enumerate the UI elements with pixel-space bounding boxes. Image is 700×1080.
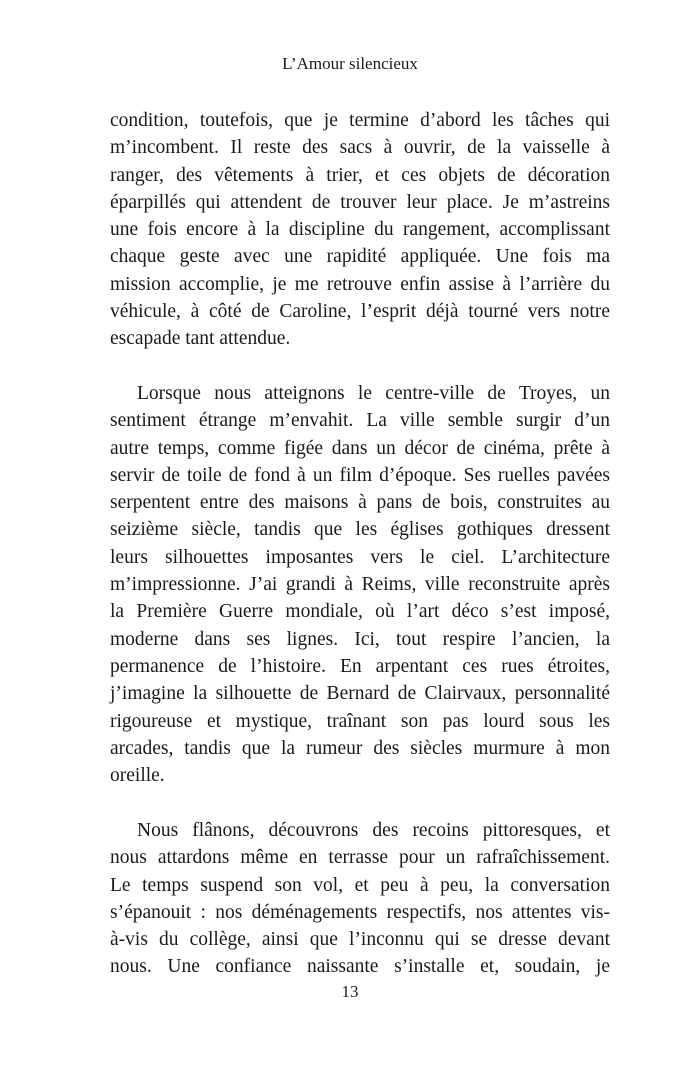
text-line: ranger, des vêtements à trier, et ces objets de décoration <box>110 164 610 186</box>
text-line: la Première Guerre mondiale, où l’art déco s’est imposé, <box>110 601 610 623</box>
text-line: chaque geste avec une rapidité appliquée. Une fois ma <box>110 246 610 268</box>
text-line: oreille. <box>110 765 165 787</box>
text-line: permanence de l’histoire. En arpentant ces rues étroites, <box>110 655 610 677</box>
text-line: une fois encore à la discipline du rangement, accomplissant <box>110 219 610 241</box>
text-line: sentiment étrange m’envahit. La ville semble surgir d’un <box>110 410 610 432</box>
text-line: condition, toutefois, que je termine d’abord les tâches qui <box>110 110 610 131</box>
text-line: serpentent entre des maisons à pans de bois, construites au <box>110 492 610 514</box>
text-line: m’incombent. Il reste des sacs à ouvrir, de la vaisselle à <box>110 137 610 159</box>
text-line: s’épanouit : nos déménagements respectifs, nos attentes vis- <box>110 901 610 923</box>
text-line: m’impressionne. J’ai grandi à Reims, ville reconstruite après <box>110 574 610 596</box>
text-line: Le temps suspend son vol, et peu à peu, la conversation <box>110 874 610 896</box>
paragraph-3 <box>110 817 610 981</box>
text-line: moderne dans ses lignes. Ici, tout respire l’ancien, la <box>110 628 610 650</box>
paragraph-1 <box>110 107 610 353</box>
text-line: nous attardons même en terrasse pour un rafraîchissement. <box>110 847 610 869</box>
paragraph-2 <box>110 380 610 789</box>
text-line: leurs silhouettes imposantes vers le ciel. L’architecture <box>110 546 610 568</box>
text-line: seizième siècle, tandis que les églises gothiques dressent <box>110 519 610 541</box>
text-line: Lorsque nous atteignons le centre-ville de Troyes, un <box>137 383 610 404</box>
page-number: 13 <box>341 982 359 1001</box>
text-line: rigoureuse et mystique, traînant son pas lourd sous les <box>110 710 610 732</box>
text-line: arcades, tandis que la rumeur des siècles murmure à mon <box>110 737 610 759</box>
text-line: éparpillés qui attendent de trouver leur place. Je m’astreins <box>110 191 610 213</box>
text-line: Nous flânons, découvrons des recoins pittoresques, et <box>137 820 610 841</box>
text-line: servir de toile de fond à un film d’époque. Ses ruelles pavées <box>110 464 610 486</box>
text-line: nous. Une confiance naissante s’installe et, soudain, je <box>110 956 610 978</box>
text-line: véhicule, à côté de Caroline, l’esprit déjà tourné vers notre <box>110 301 610 323</box>
text-line: j’imagine la silhouette de Bernard de Clairvaux, personnalité <box>110 683 610 705</box>
text-line: autre temps, comme figée dans un décor de cinéma, prête à <box>110 437 610 459</box>
text-line: escapade tant attendue. <box>110 328 291 350</box>
text-line: à-vis du collège, ainsi que l’inconnu qui se dresse devant <box>110 929 610 951</box>
text-line: mission accomplie, je me retrouve enfin assise à l’arrière du <box>110 273 610 295</box>
running-header: L’Amour silencieux <box>282 54 418 73</box>
